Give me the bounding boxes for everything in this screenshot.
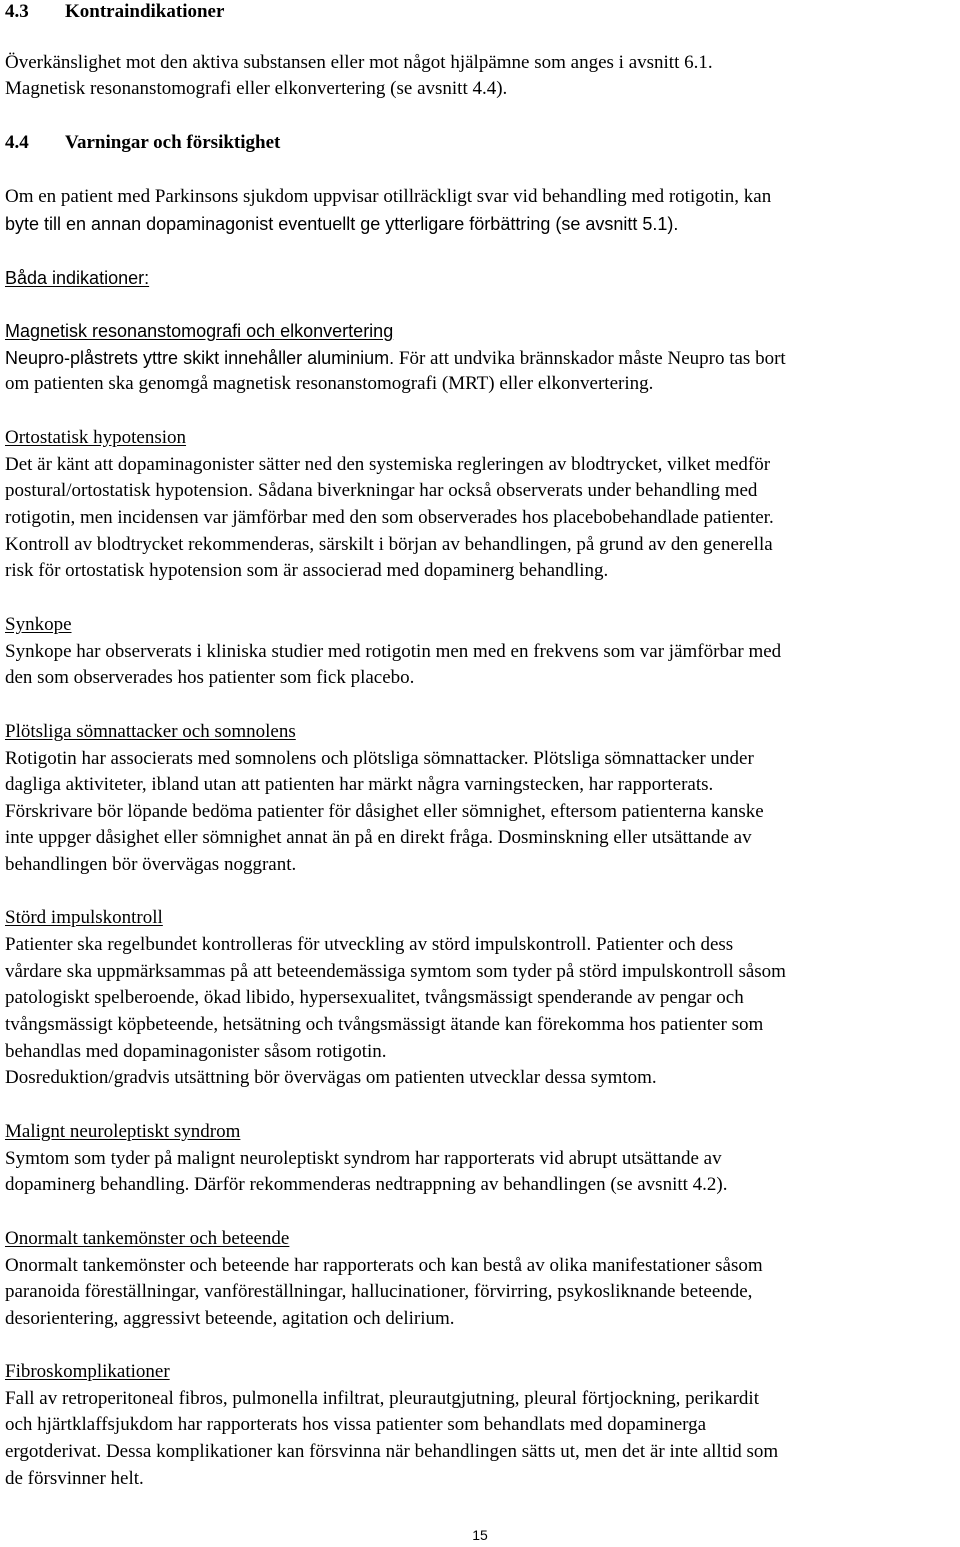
subheading-bada-indikationer: Båda indikationer: <box>5 268 150 288</box>
section-number: 4.4 <box>5 132 29 153</box>
paragraph-line: behandlas med dopaminagonister såsom rotigotin. <box>5 1041 387 1062</box>
paragraph-line: behandlingen bör övervägas noggrant. <box>5 854 297 875</box>
paragraph-line: postural/ortostatisk hypotension. Sådana biverkningar har också observerats under behandling med <box>5 480 758 501</box>
section-heading-4-3 <box>5 1 224 23</box>
paragraph-line: dagliga aktiviteter, ibland utan att patienten har märkt några varningstecken, har rapporterats. <box>5 774 714 795</box>
paragraph-line: Symtom som tyder på malignt neuroleptiskt syndrom har rapporterats vid abrupt utsättande av <box>5 1148 722 1169</box>
paragraph-line: Rotigotin har associerats med somnolens och plötsliga sömnattacker. Plötsliga sömnattacker under <box>5 748 754 769</box>
paragraph-line: den som observerades hos patienter som fick placebo. <box>5 667 415 688</box>
text-serif: För att undvika brännskador måste Neupro tas bort <box>394 348 786 369</box>
subheading-somnattacker: Plötsliga sömnattacker och somnolens <box>5 721 296 742</box>
paragraph-line: inte uppger dåsighet eller sömnighet annat än på en direkt fråga. Dosminskning eller utsättande av <box>5 827 752 848</box>
text-serif: Om en patient med Parkinsons sjukdom uppvisar otillräckligt svar vid behandling med rotigotin, kan <box>5 186 772 207</box>
subheading-synkope: Synkope <box>5 614 72 635</box>
paragraph-line: Patienter ska regelbundet kontrolleras för utveckling av störd impulskontroll. Patienter och dess <box>5 934 734 955</box>
section-number: 4.3 <box>5 1 29 22</box>
paragraph-line: Synkope har observerats i kliniska studier med rotigotin men med en frekvens som var jämförbar med <box>5 641 782 662</box>
page-number: 15 <box>472 1527 488 1543</box>
paragraph-line: byte till en annan dopaminagonist eventuellt ge ytterligare förbättring (se avsnitt 5.1). <box>5 214 679 234</box>
paragraph-line: risk för ortostatisk hypotension som är associerad med dopaminerg behandling. <box>5 560 609 581</box>
paragraph-line: rotigotin, men incidensen var jämförbar med den som observerades hos placebobehandlade patienter. <box>5 507 774 528</box>
paragraph-line: paranoida föreställningar, vanföreställningar, hallucinationer, förvirring, psykosliknande beteende, <box>5 1281 753 1302</box>
text-sans: Neupro-plåstrets yttre skikt innehåller aluminium. <box>5 348 395 368</box>
paragraph-line: tvångsmässigt köpbeteende, hetsätning och tvångsmässigt ätande kan förekomma hos patienter som <box>5 1014 764 1035</box>
paragraph-line: patologiskt spelberoende, ökad libido, hypersexualitet, tvångsmässigt spenderande av pengar och <box>5 987 744 1008</box>
section-title: Varningar och försiktighet <box>65 132 281 153</box>
paragraph-line <box>5 347 786 370</box>
subheading-impulskontroll: Störd impulskontroll <box>5 907 163 928</box>
subheading-mrt: Magnetisk resonanstomografi och elkonvertering <box>5 321 394 341</box>
paragraph-line: Kontroll av blodtrycket rekommenderas, särskilt i början av behandlingen, på grund av den generella <box>5 534 773 555</box>
paragraph-line: vårdare ska uppmärksammas på att beteendemässiga symtom som tyder på störd impulskontroll såsom <box>5 961 786 982</box>
paragraph-line: och hjärtklaffsjukdom har rapporterats hos vissa patienter som behandlats med dopaminerga <box>5 1414 707 1435</box>
paragraph-line: om patienten ska genomgå magnetisk resonanstomografi (MRT) eller elkonvertering. <box>5 373 654 394</box>
paragraph-line: Förskrivare bör löpande bedöma patienter för dåsighet eller sömnighet, eftersom patienterna kanske <box>5 801 764 822</box>
paragraph-line: Fall av retroperitoneal fibros, pulmonella infiltrat, pleurautgjutning, pleural förtjockning, perikardit <box>5 1388 759 1409</box>
paragraph-line: dopaminerg behandling. Därför rekommenderas nedtrappning av behandlingen (se avsnitt 4.2). <box>5 1174 728 1195</box>
paragraph-line: Det är känt att dopaminagonister sätter ned den systemiska regleringen av blodtrycket, vilket medför <box>5 454 771 475</box>
subheading-neuroleptiskt-syndrom: Malignt neuroleptiskt syndrom <box>5 1121 241 1142</box>
subheading-tankemonster: Onormalt tankemönster och beteende <box>5 1228 290 1249</box>
section-heading-4-4 <box>5 132 280 154</box>
paragraph-line: Magnetisk resonanstomografi eller elkonvertering (se avsnitt 4.4). <box>5 78 508 99</box>
section-title: Kontraindikationer <box>65 1 225 22</box>
paragraph-line <box>5 186 771 208</box>
paragraph-line: de försvinner helt. <box>5 1468 144 1489</box>
paragraph-line: Överkänslighet mot den aktiva substansen eller mot något hjälpämne som anges i avsnitt 6.1. <box>5 52 713 73</box>
subheading-fibroskomplikationer: Fibroskomplikationer <box>5 1361 170 1382</box>
paragraph-line: desorientering, aggressivt beteende, agitation och delirium. <box>5 1308 455 1329</box>
subheading-ortostatisk-hypotension: Ortostatisk hypotension <box>5 427 187 448</box>
paragraph-line: Dosreduktion/gradvis utsättning bör övervägas om patienten utvecklar dessa symtom. <box>5 1067 657 1088</box>
paragraph-line: ergotderivat. Dessa komplikationer kan försvinna när behandlingen sätts ut, men det är inte alltid som <box>5 1441 779 1462</box>
paragraph-line: Onormalt tankemönster och beteende har rapporterats och kan bestå av olika manifestationer såsom <box>5 1255 763 1276</box>
